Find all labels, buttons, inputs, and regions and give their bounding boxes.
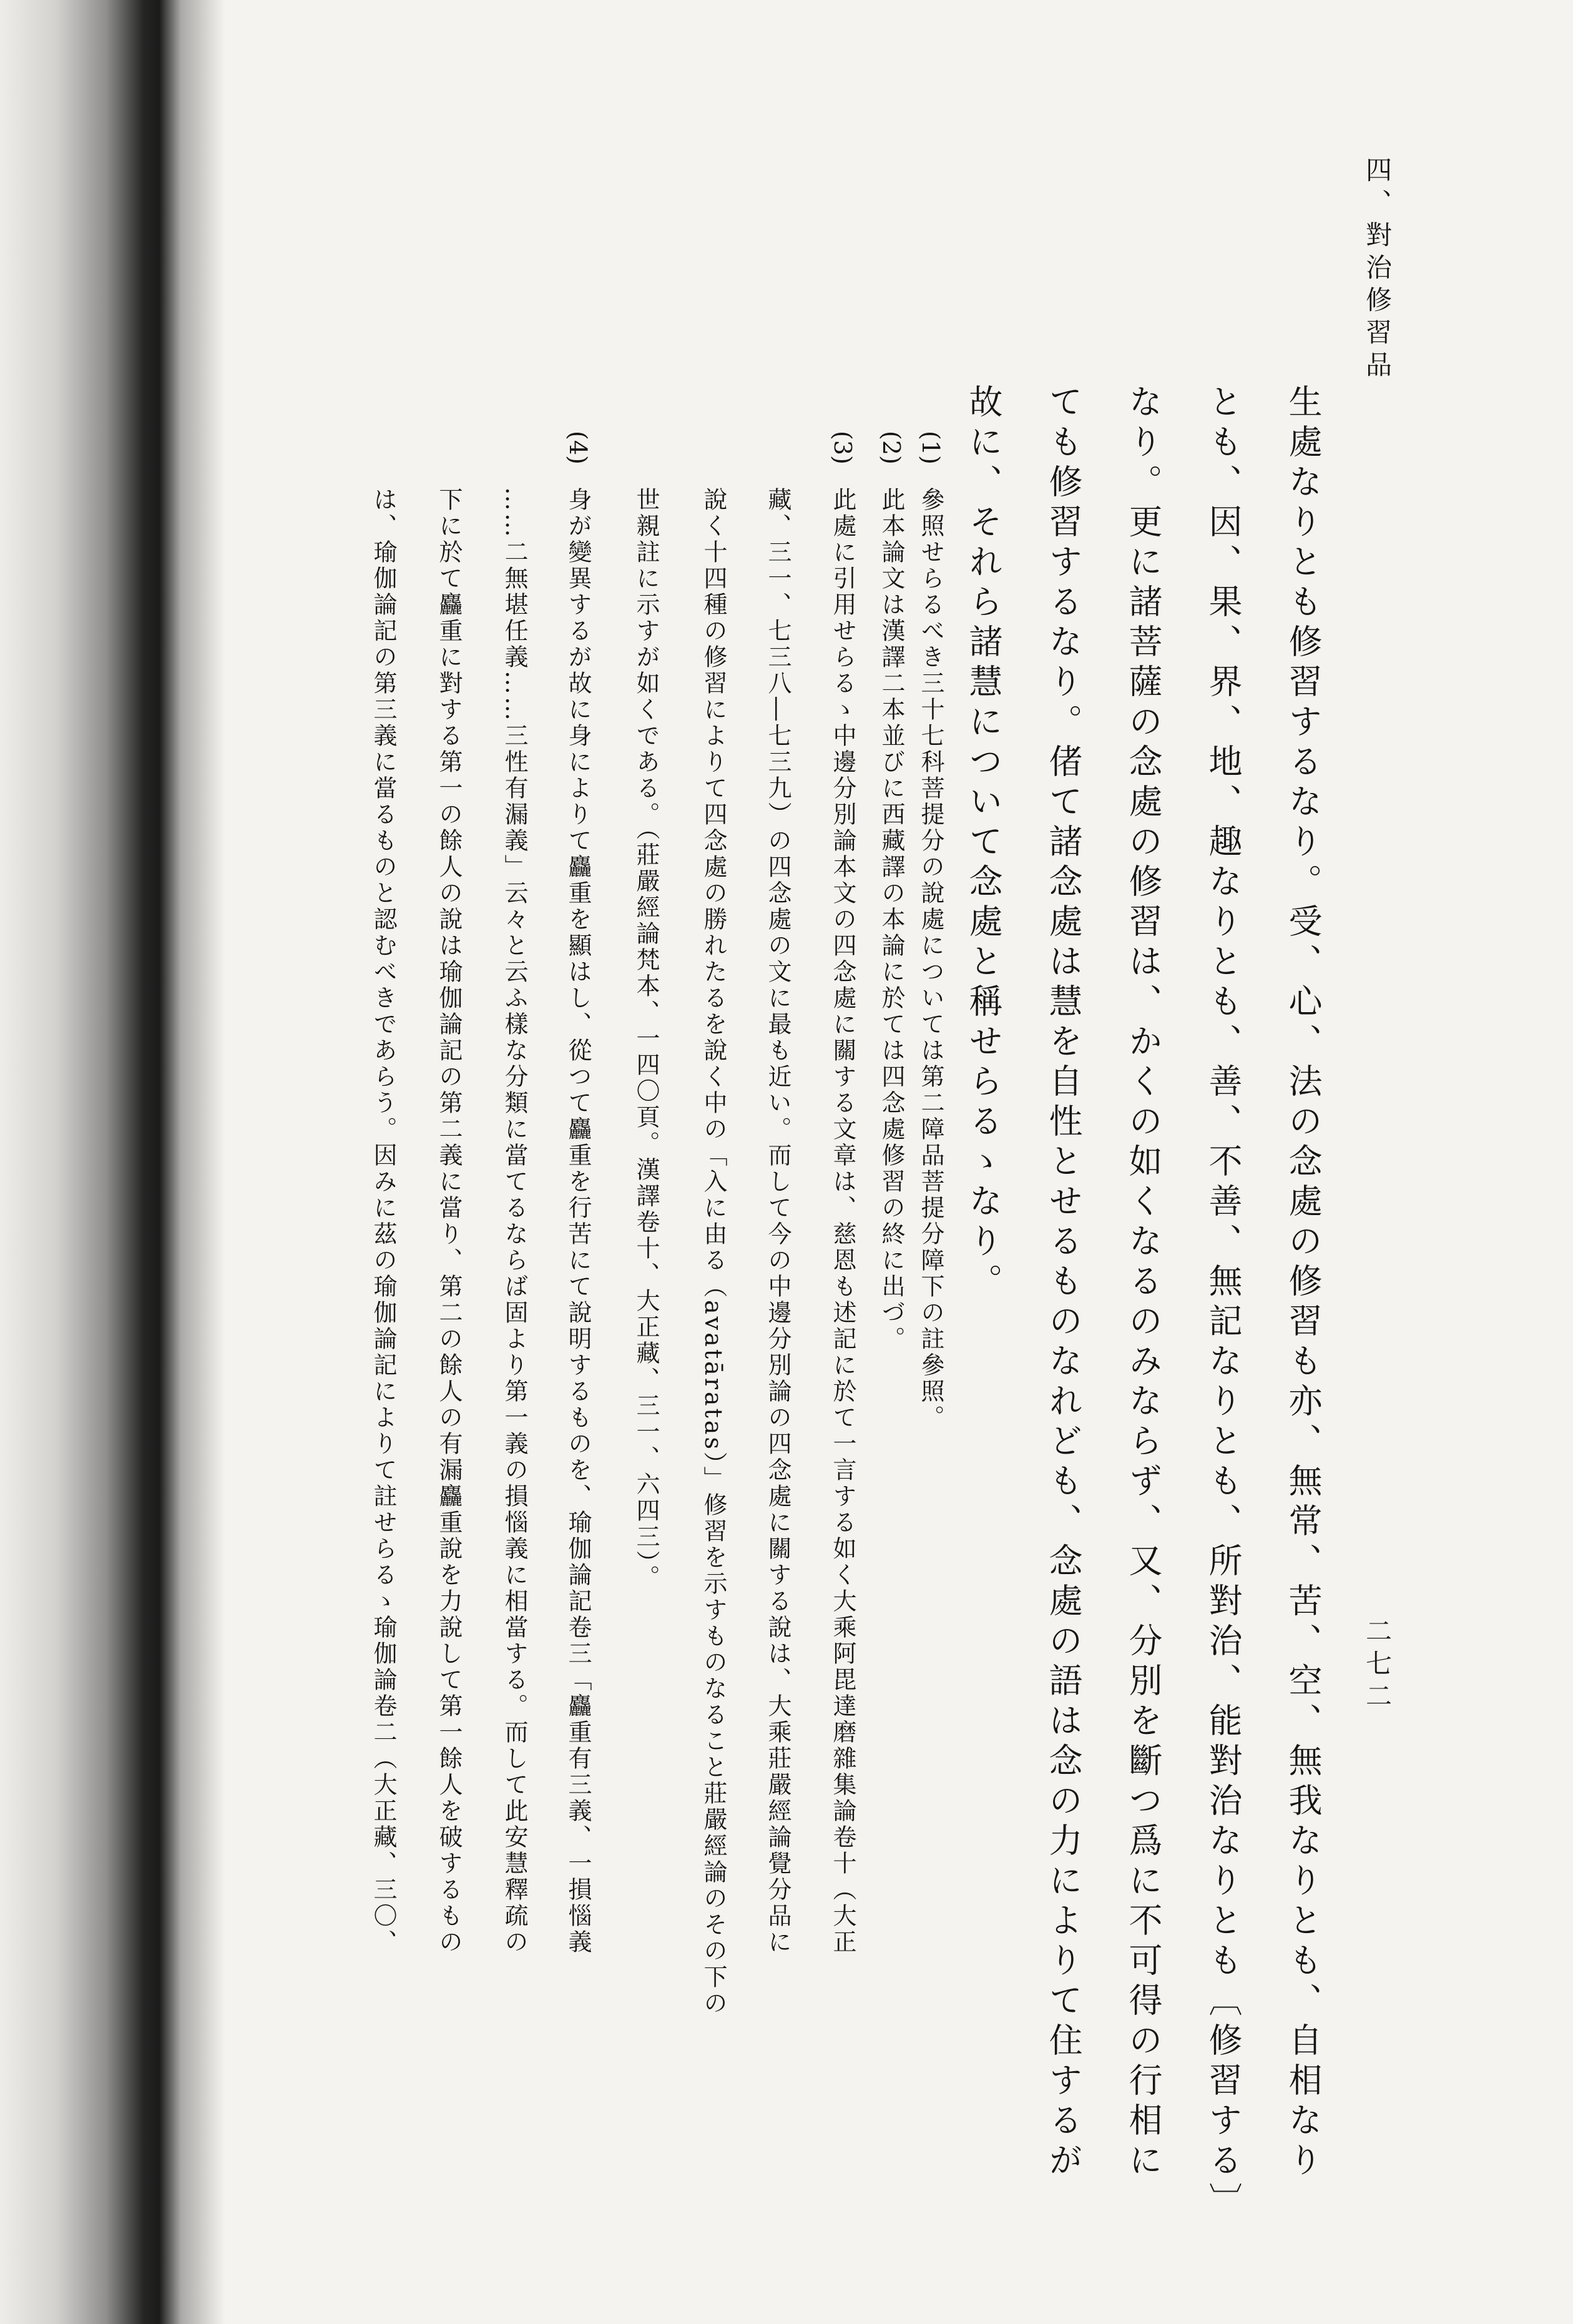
note-2-line-1: 此本論文は漢譯二本並びに西藏譯の本論に於ては四念處修習の終に出づ。 xyxy=(878,487,905,1352)
note-4-line-3: 下に於て麤重に對する第一の餘人の說は瑜伽論記の第二義に當り、第二の餘人の有漏麤重說を力說して第一餘人を破するもの xyxy=(435,487,463,1956)
note-4-line-2: ……二無堪任義……三性有漏義」云々と云ふ樣な分類に當てるならば固より第一義の損惱義に相當する。而して此安慧釋疏の xyxy=(501,487,528,1956)
main-text-line-5: 故に、それら諸慧について念處と稱せらるゝなり。 xyxy=(964,384,1003,1303)
note-number-2: (2) xyxy=(878,431,905,465)
note-4-line-4: は、瑜伽論記の第三義に當るものと認むべきであらう。因みに茲の瑜伽論記によりて註せらるゝ瑜伽論卷二（大正藏、三〇、 xyxy=(370,487,397,1956)
main-text-line-1: 生處なりとも修習するなり。受、心、法の念處の修習も亦、無常、苦、空、無我なりとも、自相なり xyxy=(1283,384,1323,2182)
main-text-line-3: なり。更に諸菩薩の念處の修習は、かくの如くなるのみならず、又、分別を斷つ爲に不可得の行相に xyxy=(1124,384,1163,2182)
note-4-line-1: 身が變異するが故に身によりて麤重を顯はし、從つて麤重を行苦にて說明するものを、瑜伽論記卷三「麤重有三義、一損惱義 xyxy=(564,487,592,1956)
main-text-line-4: ても修習するなり。偖て諸念處は慧を自性とせるものなれども、念處の語は念の力によりて住するが xyxy=(1044,384,1083,2182)
note-3-line-1: 此處に引用せらるゝ中邊分別論本文の四念處に關する文章は、慈恩も述記に於て一言する如く大乘阿毘達磨雜集論卷十（大正 xyxy=(829,487,856,1956)
note-3-line-4: 世親註に示すが如くである。（莊嚴經論梵本、一四〇頁。漢譯卷十、大正藏、三一、六四三）。 xyxy=(632,487,660,1591)
note-number-4: (4) xyxy=(564,431,592,465)
page-number: 二七二 xyxy=(1362,1617,1393,1715)
note-number-1: (1) xyxy=(917,431,944,465)
note-1-line-1: 參照せらるべき三十七科菩提分の說處については第二障品菩提分障下の註參照。 xyxy=(917,487,944,1431)
note-3-line-2: 藏、三一、七三八―七三九）の四念處の文に最も近い。而して今の中邊分別論の四念處に關する說は、大乘莊嚴經論覺分品に xyxy=(764,487,791,1956)
note-3-line-3: 說く十四種の修習によりて四念處の勝れたるを說く中の「入に由る（avatāratas）」修習を示すものなること莊嚴經論のその下の xyxy=(700,487,727,2017)
section-title: 四、對治修習品 xyxy=(1362,156,1393,383)
note-number-3: (3) xyxy=(829,431,856,465)
main-text-line-2: とも、因、果、界、地、趣なりとも、善、不善、無記なりとも、所對治、能對治なりとも〔修習する〕 xyxy=(1203,384,1243,2222)
